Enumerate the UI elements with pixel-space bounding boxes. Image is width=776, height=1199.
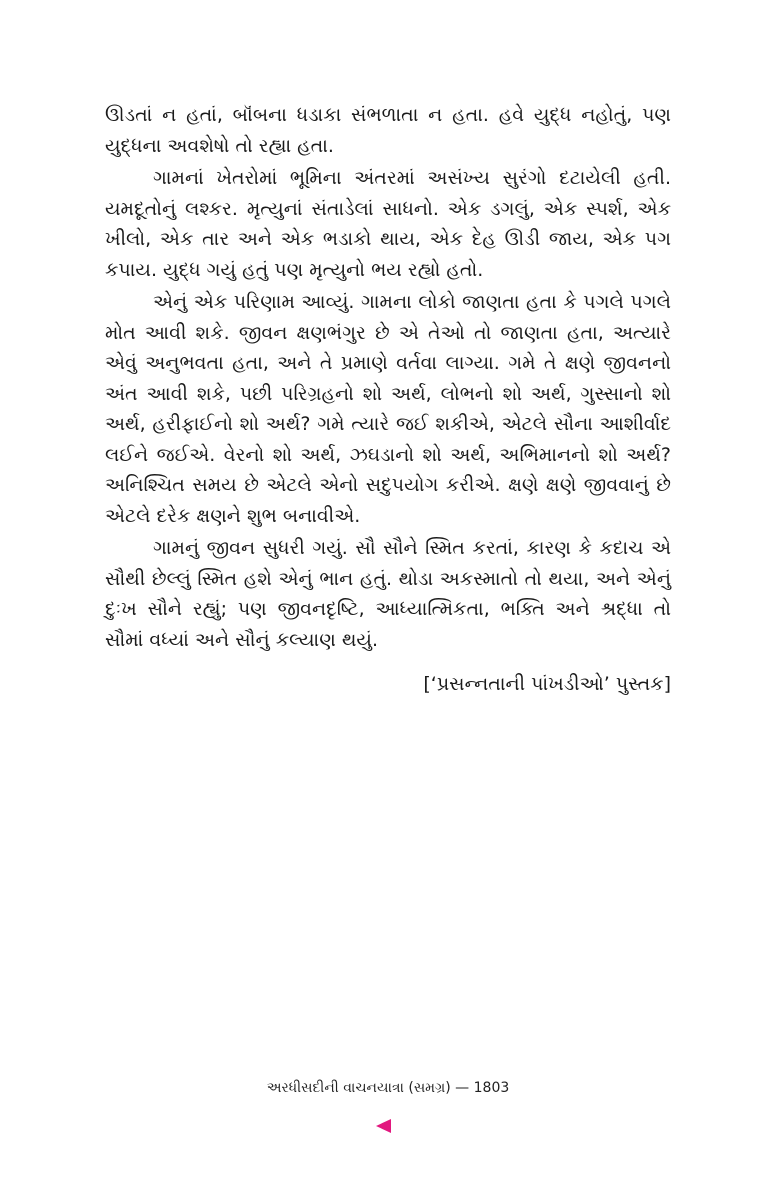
paragraph-1: ઊડતાં ન હતાં, બૉંબના ધડાકા સંભળાતા ન હતા. હવે યુદ્ધ નહોતું, પણ યુદ્ધના અવશેષો તો રહ્યા હતા. xyxy=(105,104,671,157)
paragraph-4: ગામનું જીવન સુધરી ગયું. સૌ સૌને સ્મિત કરતાં, કારણ કે કદાચ એ સૌથી છેલ્લું સ્મિત હશે એનું ભાન હતું. થોડા અકસ્માતો તો થયા, અને એનું દુઃખ સૌને રહ્યું; પણ જીવનદૃષ્ટિ, આધ્યાત્મિકતા, ભક્તિ અને શ્રદ્ધા તો સૌમાં વધ્યાં અને સૌનું કલ્યાણ થયું. xyxy=(105,537,671,651)
page-footer: અરધીસદીની વાચનયાત્રા (સમગ્ર) — 1803 xyxy=(266,1080,510,1096)
previous-page-icon[interactable] xyxy=(376,1119,391,1133)
source-citation: [‘પ્રસન્નતાની પાંખડીઓ’ પુસ્તક] xyxy=(423,673,671,695)
paragraph-3: એનું એક પરિણામ આવ્યું. ગામના લોકો જાણતા હતા કે પગલે પગલે મોત આવી શકે. જીવન ક્ષણભંગુર છે એ તેઓ તો જાણતા હતા, અત્યારે એવું અનુભવતા હતા, અને તે પ્રમાણે વર્તવા લાગ્યા. ગમે તે ક્ષણે જીવનનો અંત આવી શકે, પછી પરિગ્રહનો શો અર્થ, લોભનો શો અર્થ, ગુસ્સાનો શો અર્થ, હરીફાઈનો શો અર્થ? ગમે ત્યારે જઈ શકીએ, એટલે સૌના આશીર્વાદ લઈને જઈએ. વેરનો શો અર્થ, ઝઘડાનો શો અર્થ, અભિમાનનો શો અર્થ? અનિશ્ચિત સમય છે એટલે એનો સદુપયોગ કરીએ. ક્ષણે ક્ષણે જીવવાનું છે એટલે દરેક ક્ષણને શુભ બનાવીએ. xyxy=(105,291,671,527)
page-body xyxy=(105,100,671,699)
paragraph-2: ગામનાં ખેતરોમાં ભૂમિના અંતરમાં અસંખ્ય સુરંગો દટાયેલી હતી. યમદૂતોનું લશ્કર. મૃત્યુનાં સંતાડેલાં સાધનો. એક ડગલું, એક સ્પર્શ, એક ખીલો, એક તાર અને એક ભડાકો થાય, એક દેહ ઊડી જાય, એક પગ કપાય. યુદ્ધ ગયું હતું પણ મૃત્યુનો ભય રહ્યો હતો. xyxy=(105,167,671,281)
